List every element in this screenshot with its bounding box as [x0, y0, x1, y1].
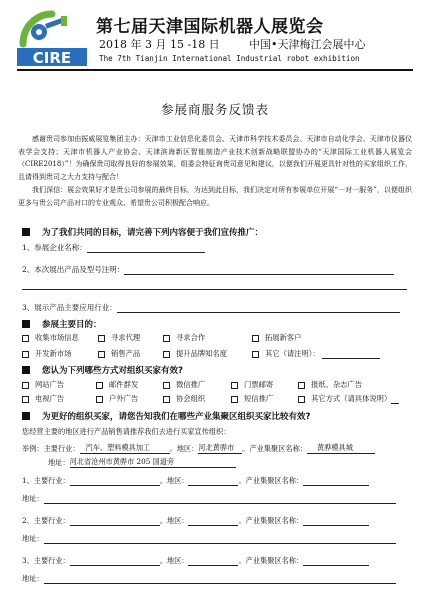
- section-header: [22, 318, 102, 330]
- region-field[interactable]: [188, 476, 238, 486]
- intro-paragraph: 感谢贵司参加由振威展览集团主办：天津市工业信息化委员会、天津市科学技术委员会、天津市自动化学会、天津市仪器仪表学会支持；天津市机器人产业协会、天津滨海新区智能制造产业技术创新战略联盟协办的“天津国际工业机器人展览会（CIRE2018）”！为确保贵司取得良好的参展效果，组委会特征询贵司意见和建议，以便我们开展更具针对性的买家组织工作，且请得到贵司之大力支持与配合！: [18, 135, 412, 181]
- cire-logo: [17, 8, 87, 68]
- address-field[interactable]: [44, 574, 396, 584]
- square-bullet-icon: [22, 228, 30, 236]
- checkbox-option[interactable]: 开发新市场: [22, 349, 71, 359]
- industry-field[interactable]: [117, 303, 400, 313]
- checkbox-option[interactable]: 寻求合作: [163, 333, 205, 343]
- intro-paragraph: 我们深信：展会效果好才是贵公司参展的最终目标，为达到此目标，我们决定对所有参展单位开展“一对一服务”，以便组织更多与贵公司产品对口的专业观众、希望贵公司积极配合响应。: [18, 186, 412, 207]
- region-field[interactable]: [188, 556, 238, 566]
- example-region: 河北黄骅市: [198, 443, 242, 454]
- section-header: [22, 364, 183, 376]
- checkbox[interactable]: [231, 382, 238, 389]
- section-header: [22, 226, 263, 238]
- header-divider: [17, 69, 413, 71]
- cluster-address: 地址：: [22, 534, 396, 544]
- industry-field[interactable]: [70, 516, 160, 526]
- svg-text:CIRE: CIRE: [32, 49, 72, 67]
- checkbox[interactable]: [231, 396, 238, 403]
- section-title: 您认为下列哪些方式对组织买家有效?: [42, 366, 183, 376]
- company-name-field[interactable]: [87, 243, 205, 253]
- cluster-address: 地址：: [22, 574, 396, 584]
- checkbox-option[interactable]: 报纸、杂志广告: [298, 380, 362, 390]
- section-title: 参展主要目的：: [42, 320, 102, 330]
- example-cluster: 黄骅模具城: [307, 443, 375, 454]
- address-field[interactable]: [44, 494, 396, 504]
- cluster-entry: 2、 主要行业： 。地区： 。产业集聚区名称：: [22, 516, 369, 526]
- checkbox-option[interactable]: 网站广告: [22, 380, 64, 390]
- checkbox[interactable]: [22, 351, 29, 358]
- question-label: 3、展示产品主要应用行业：: [22, 303, 117, 312]
- checkbox-option[interactable]: 门票邮寄: [231, 380, 273, 390]
- section-header: [22, 410, 310, 422]
- industry-field[interactable]: [70, 556, 160, 566]
- exhibition-english-title: The 7th Tianjin International Industrial robot exhibition: [99, 54, 360, 63]
- cluster-entry: 1、 主要行业： 。地区： 。产业集聚区名称：: [22, 476, 369, 486]
- checkbox-option[interactable]: 邮件群发: [96, 380, 138, 390]
- question-label: 1、参展企业名称：: [22, 243, 87, 252]
- exhibition-title: 第七届天津国际机器人展览会: [96, 17, 324, 37]
- section-title: 为更好的组织买家，请您告知我们在哪些产业集聚区组织买家比较有效?: [42, 412, 311, 422]
- square-bullet-icon: [22, 320, 30, 328]
- other-channel-field[interactable]: [391, 394, 399, 404]
- region-field[interactable]: [188, 516, 238, 526]
- industry-field[interactable]: [70, 476, 160, 486]
- checkbox-option[interactable]: 寻求代理: [98, 333, 140, 343]
- checkbox[interactable]: [163, 382, 170, 389]
- checkbox[interactable]: [96, 396, 103, 403]
- products-field-line[interactable]: [22, 289, 407, 290]
- example-industry: 汽车、塑料模具加工: [80, 443, 170, 454]
- example-address-row: 地址： 河北省沧州市黄骅市 205 国道旁: [48, 457, 236, 468]
- square-bullet-icon: [22, 366, 30, 374]
- checkbox-option[interactable]: 微信推广: [163, 380, 205, 390]
- address-field[interactable]: [44, 534, 396, 544]
- checkbox-option[interactable]: 其它（请注明）：: [252, 349, 380, 359]
- checkbox[interactable]: [252, 351, 259, 358]
- checkbox[interactable]: [96, 382, 103, 389]
- checkbox-option[interactable]: 协会组织: [163, 394, 205, 404]
- products-field[interactable]: [124, 265, 394, 275]
- checkbox-option[interactable]: 户外广告: [96, 394, 138, 404]
- checkbox-option[interactable]: 其它方式（请具体说明）: [298, 394, 399, 404]
- checkbox-option[interactable]: 电视广告: [22, 394, 64, 404]
- section-subtitle: 您经营主要的地区进行产品销售请推荐我们去进行买家宣传组织：: [22, 427, 231, 436]
- checkbox[interactable]: [22, 335, 29, 342]
- checkbox[interactable]: [98, 335, 105, 342]
- cluster-address: 地址：: [22, 494, 396, 504]
- checkbox[interactable]: [163, 335, 170, 342]
- company-name-question: [22, 242, 205, 253]
- checkbox[interactable]: [298, 396, 305, 403]
- cluster-entry: 3、 主要行业： 。地区： 。产业集聚区名称：: [22, 556, 369, 566]
- other-purpose-field[interactable]: [322, 349, 380, 359]
- question-label: 2、本次展出产品及型号注明：: [22, 265, 125, 274]
- products-question: [22, 264, 394, 275]
- checkbox-option[interactable]: 销售产品: [98, 349, 140, 359]
- cluster-name-field[interactable]: [303, 516, 369, 526]
- checkbox[interactable]: [252, 335, 259, 342]
- cluster-name-field[interactable]: [303, 556, 369, 566]
- square-bullet-icon: [22, 412, 30, 420]
- checkbox[interactable]: [22, 382, 29, 389]
- checkbox-option[interactable]: 短信推广: [231, 394, 273, 404]
- industry-question: [22, 302, 400, 313]
- checkbox[interactable]: [163, 396, 170, 403]
- checkbox[interactable]: [22, 396, 29, 403]
- exhibition-dates: 2018 年 3 月 15 -18 日: [99, 38, 220, 51]
- checkbox[interactable]: [98, 351, 105, 358]
- checkbox-option[interactable]: 提升品牌知名度: [163, 349, 227, 359]
- checkbox-option[interactable]: 收集市场信息: [22, 333, 79, 343]
- section-title: 为了我们共同的目标，请完善下列内容便于我们宣传推广：: [42, 228, 264, 238]
- exhibition-venue: 中国•天津梅江会展中心: [249, 38, 366, 51]
- cluster-name-field[interactable]: [303, 476, 369, 486]
- example-address: 河北省沧州市黄骅市 205 国道旁: [70, 457, 236, 468]
- checkbox[interactable]: [298, 382, 305, 389]
- form-title: 参展商服务反馈表: [160, 102, 269, 117]
- robot-arm-icon: [23, 14, 67, 44]
- checkbox[interactable]: [163, 351, 170, 358]
- checkbox-option[interactable]: 拓展新客户: [252, 333, 301, 343]
- example-row: 举例：主要行业： 汽车、塑料模具加工 。地区： 河北黄骅市 。产业集聚区名称： 黄骅模具城: [22, 443, 375, 454]
